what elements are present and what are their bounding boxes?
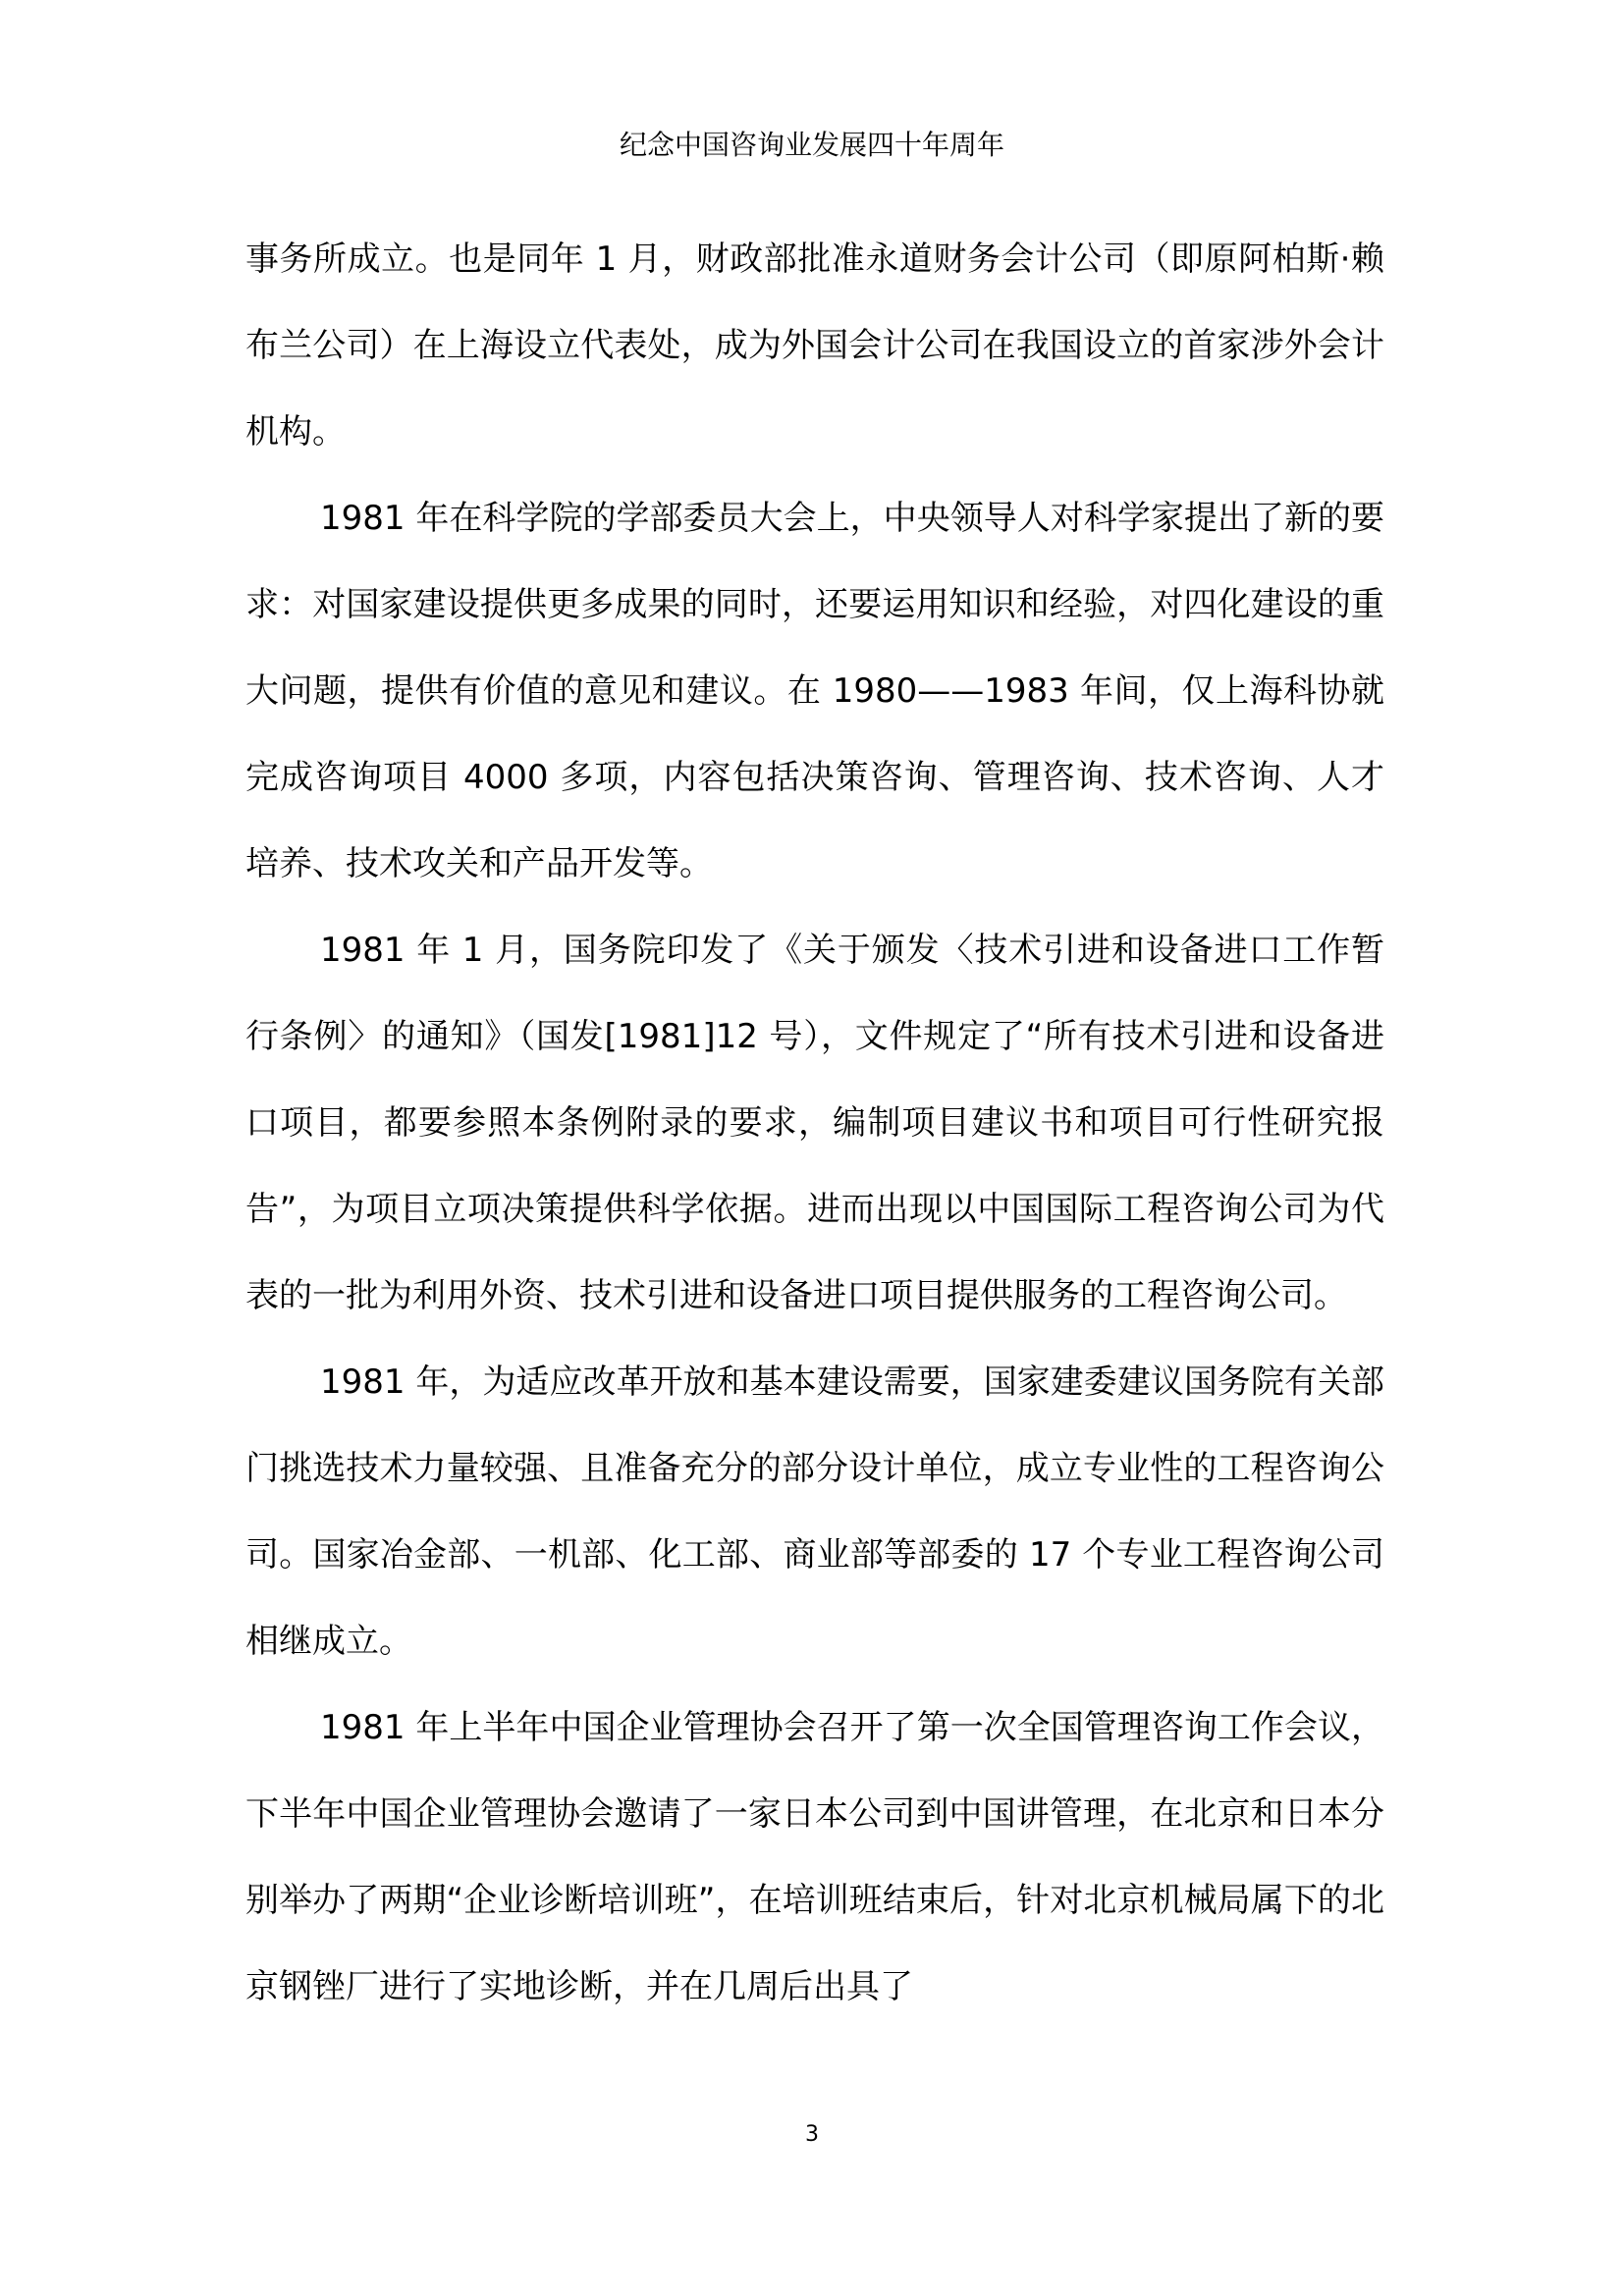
paragraph-1981-state-council: 1981 年 1 月，国务院印发了《关于颁发〈技术引进和设备进口工作暂行条例〉的通知》（国发[1981]12 号），文件规定了“所有技术引进和设备进口项目，都要参照本条例附录的要求，编制项目建议书和项目可行性研究报告”，为项目立项决策提供科学依据。进而出现以中国国际工程咨询公司为代表的一批为利用外资、技术引进和设备进口项目提供服务的工程咨询公司。 — [245, 931, 1384, 1315]
paragraph-1981-engineering-consulting: 1981 年，为适应改革开放和基本建设需要，国家建委建议国务院有关部门挑选技术力量较强、且准备充分的部分设计单位，成立专业性的工程咨询公司。国家冶金部、一机部、化工部、商业部等部委的 17 个专业工程咨询公司相继成立。 — [245, 1362, 1384, 1661]
page-header: 纪念中国咨询业发展四十年周年 — [619, 129, 1004, 161]
paragraph-1981-academy: 1981 年在科学院的学部委员大会上，中央领导人对科学家提出了新的要求：对国家建设提供更多成果的同时，还要运用知识和经验，对四化建设的重大问题，提供有价值的意见和建议。在 1980——1983 年间，仅上海科协就完成咨询项目 4000 多项，内容包括决策咨询、管理咨询、技术咨询、人才培养、技术攻关和产品开发等。 — [245, 499, 1384, 883]
paragraph-continuation: 事务所成立。也是同年 1 月，财政部批准永道财务会计公司（即原阿柏斯·赖布兰公司）在上海设立代表处，成为外国会计公司在我国设立的首家涉外会计机构。 — [245, 240, 1384, 452]
paragraph-1981-management-consulting: 1981 年上半年中国企业管理协会召开了第一次全国管理咨询工作会议， 下半年中国企业管理协会邀请了一家日本公司到中国讲管理，在北京和日本分别举办了两期“企业诊断培训班”，在培训班结束后，针对北京机械局属下的北京钢锉厂进行了实地诊断，并在几周后出具了 — [245, 1708, 1384, 2006]
body-text — [245, 216, 1384, 2030]
page-number: 3 — [805, 2122, 819, 2147]
